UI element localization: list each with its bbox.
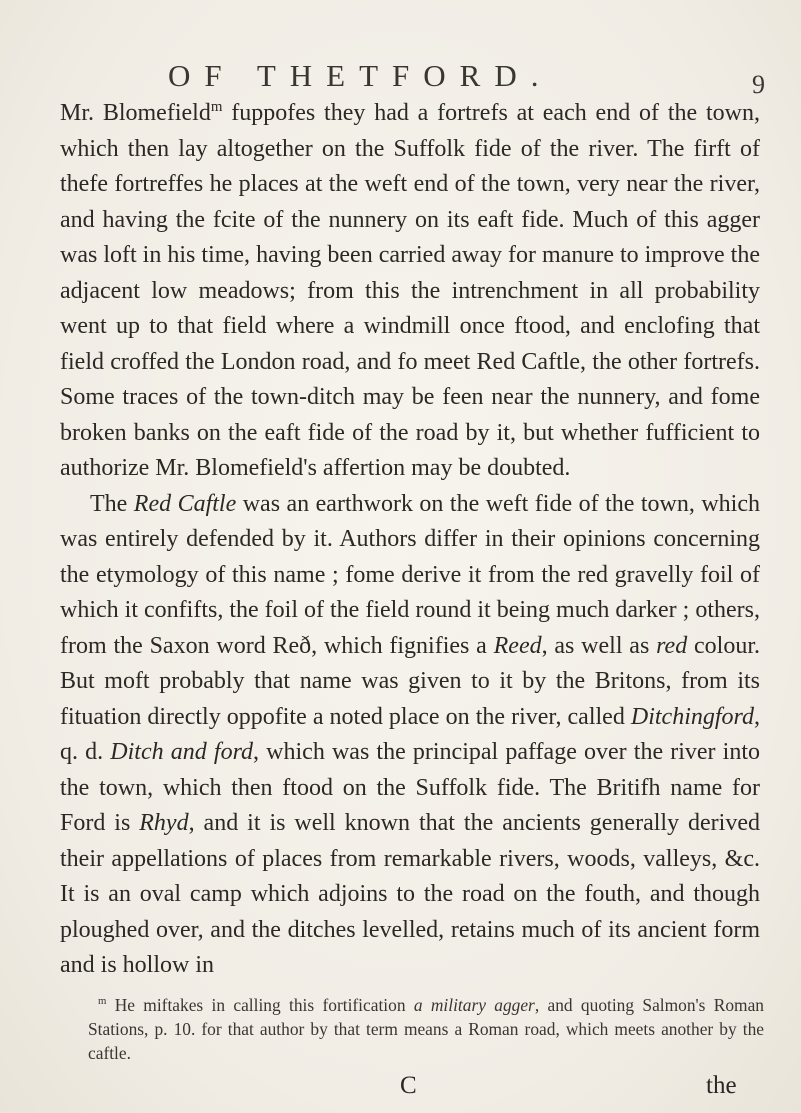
paragraph-2-text-6: , which was the principal paffage over the river into the town, which then ftood on the Suffolk fide. The Britifh name for Ford is [60,739,761,836]
paragraph-1-text-a: Mr. Blomefield [60,100,211,126]
paragraph-2-text-4: colour. But moft probably that name was given to it by the Britons, from its fituation directly oppofite a noted place on the river, called [60,632,760,730]
italic-reed: Reed [493,632,542,659]
running-title: OF THETFORD. [168,58,553,93]
paragraph-2-text-2: was an earthwork on the weft fide of the town, which was entirely defended by it. Authors differ in their opinions concerning the etymology of this name ; fome derive it from the red gravelly foil of which it confifts, the foil of the field round it being much darker ; others, from the Saxon word Reð, which fignifies a [60,490,760,659]
italic-red-castle: Red Caftle [133,490,237,517]
italic-ditch-and-ford: Ditch and ford [110,739,254,765]
paragraph-2-text-3: , as well as [541,632,657,659]
footnote-italic-military-agger: a military agger [413,995,535,1015]
page-number: 9 [752,70,765,99]
signature-mark: C [400,1072,417,1099]
italic-red: red [656,632,688,659]
footnote-text-2: , and quoting Salmon's Roman Stations, p. 10. for that author by that term means a Roman road, which meets another by the caftle. [88,995,764,1063]
paragraph-1 [60,96,760,487]
catchword: the [706,1072,737,1099]
paragraph-1-text-b: fuppofes they had a fortrefs at each end of the town, which then lay altogether on the Suffolk fide of the river. The firft of thefe fortreffes he places at the weft end of the town, very near the river, and having the fcite of the nunnery on its eaft fide. Much of this agger was loft in his time, having been carried away for manure to improve the adjacent low meadows; from this the intrenchment in all probability went up to that field where a windmill once ftood, and enclofing that field croffed the London road, and fo meet Red Caftle, the other fortrefs. Some traces of the town-ditch may be feen near the nunnery, and fome broken banks on the eaft fide of the road by it, but whether fufficient to authorize Mr. Blomefield's affertion may be doubted. [60,100,761,481]
catchline [0,1072,801,1102]
paragraph-2-text-5: , q. d. [60,703,760,765]
italic-rhyd: Rhyd [139,810,189,836]
footnote [88,993,764,1065]
footnote-text-1: He miftakes in calling this fortification [106,995,414,1015]
body-text [60,96,760,984]
italic-ditchingford: Ditchingford [630,703,754,730]
paragraph-2 [60,487,760,984]
footnote-mark: m [98,995,107,1008]
footnote-reference: m [210,99,223,115]
paragraph-2-text-7: , and it is well known that the ancients generally derived their appellations of places from remarkable rivers, woods, valleys, &c. It is an oval camp which adjoins to the road on the fouth, and though ploughed over, and the ditches levelled, retains much of its ancient form and is hollow in [60,810,760,978]
paragraph-2-text-1: The [90,490,134,517]
